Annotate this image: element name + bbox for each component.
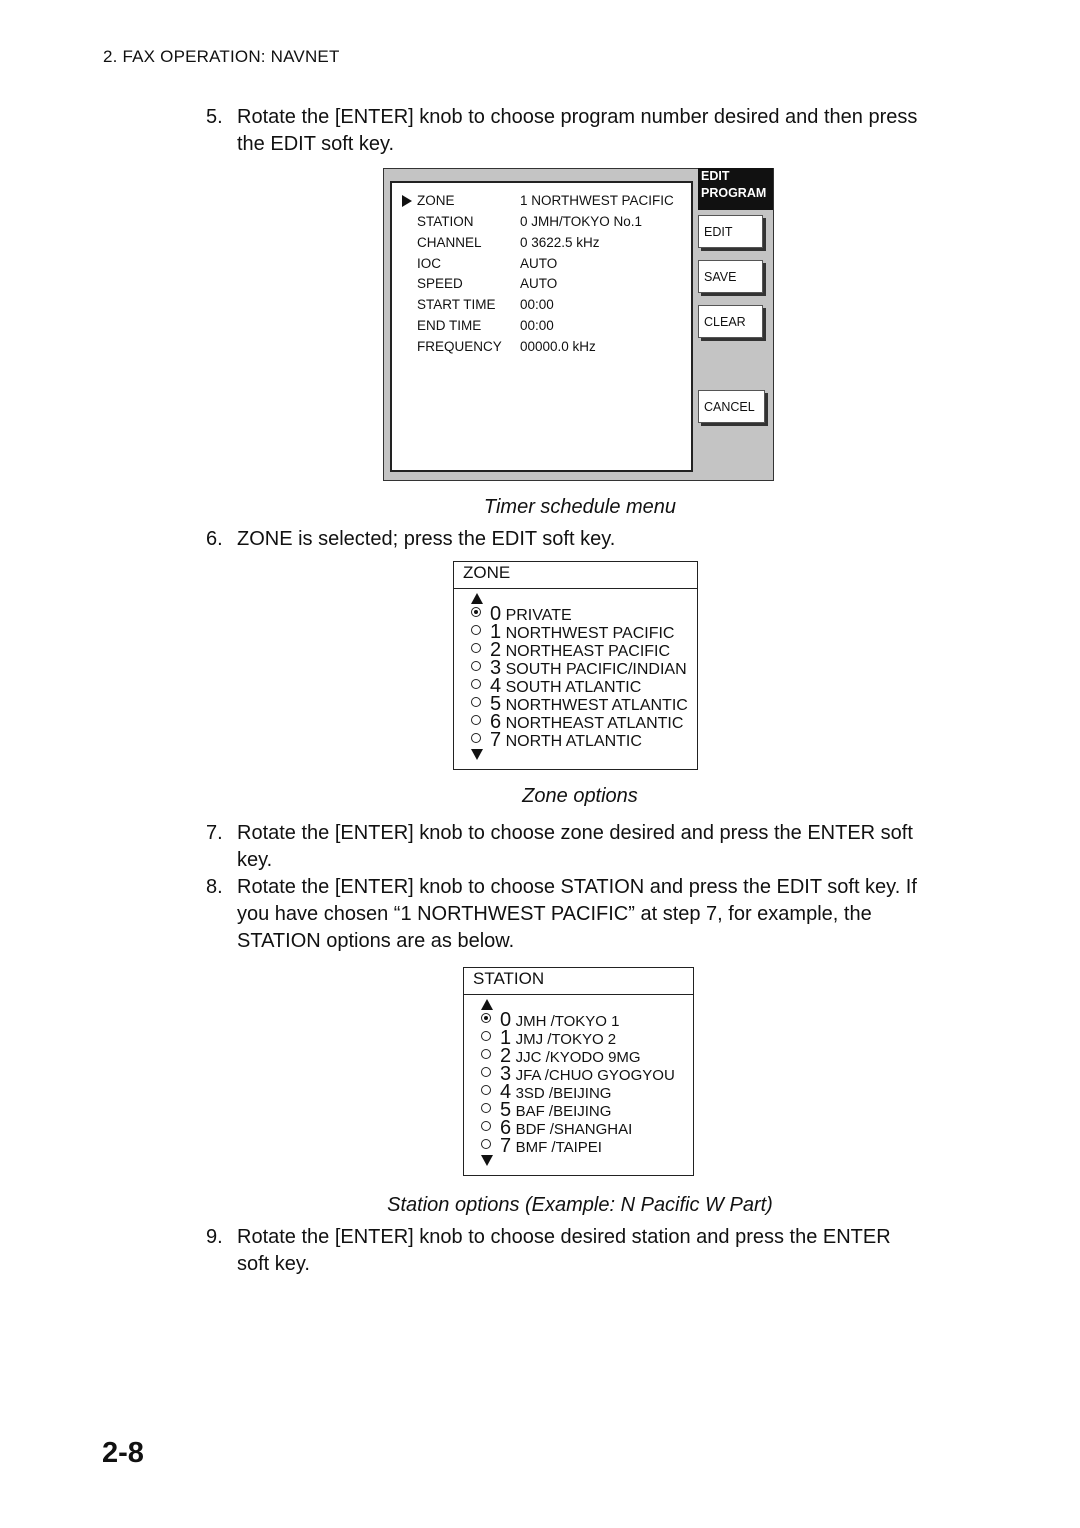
option-label: JFA /CHUO GYOGYOU — [515, 1067, 675, 1084]
option-number: 0 — [490, 603, 502, 625]
zone-option[interactable] — [471, 729, 642, 752]
radio-icon — [471, 625, 481, 635]
option-label: NORTH ATLANTIC — [505, 733, 642, 750]
step-text-line: Rotate the [ENTER] knob to choose desired station and press the ENTER — [237, 1226, 891, 1248]
radio-icon — [471, 643, 481, 653]
option-label: 3SD /BEIJING — [515, 1085, 612, 1102]
selection-arrow-icon — [402, 195, 412, 207]
zone-option-list — [453, 561, 696, 768]
field-value: 00000.0 kHz — [520, 339, 596, 354]
box-title: ZONE — [463, 563, 511, 582]
step-6 — [206, 526, 966, 553]
field-value: 0 3622.5 kHz — [520, 235, 600, 250]
cancel-softkey[interactable]: CANCEL — [698, 390, 765, 423]
option-number: 6 — [500, 1117, 512, 1139]
option-label: SOUTH PACIFIC/INDIAN — [505, 661, 687, 678]
radio-icon — [481, 1067, 491, 1077]
step-number: 7. — [206, 822, 223, 844]
step-text-line: soft key. — [237, 1253, 310, 1275]
field-label: FREQUENCY — [417, 339, 502, 354]
step-number: 9. — [206, 1226, 223, 1248]
option-label: JMH /TOKYO 1 — [515, 1013, 620, 1030]
field-label: START TIME — [417, 297, 496, 312]
page-header: 2. FAX OPERATION: NAVNET — [103, 47, 340, 66]
option-number: 0 — [500, 1009, 512, 1031]
field-label: END TIME — [417, 318, 482, 333]
option-number: 1 — [490, 621, 502, 643]
option-number: 2 — [490, 639, 502, 661]
option-label: JJC /KYODO 9MG — [515, 1049, 641, 1066]
step-7 — [206, 820, 966, 874]
radio-icon — [471, 661, 481, 671]
field-value: 1 NORTHWEST PACIFIC — [520, 193, 674, 208]
step-text-line: Rotate the [ENTER] knob to choose zone desired and press the ENTER soft — [237, 822, 913, 844]
station-option-list — [463, 967, 692, 1174]
option-label: NORTHEAST ATLANTIC — [505, 715, 684, 732]
radio-icon — [471, 679, 481, 689]
option-number: 1 — [500, 1027, 512, 1049]
option-label: PRIVATE — [505, 607, 572, 624]
field-value: AUTO — [520, 276, 558, 291]
step-8 — [206, 874, 966, 955]
field-label: CHANNEL — [417, 235, 482, 250]
step-text-line: you have chosen “1 NORTHWEST PACIFIC” at step 7, for example, the — [237, 903, 872, 925]
option-number: 4 — [490, 675, 502, 697]
radio-icon — [471, 733, 481, 743]
option-number: 2 — [500, 1045, 512, 1067]
radio-icon — [481, 1103, 491, 1113]
edit-softkey[interactable]: EDIT — [698, 215, 763, 248]
box-title: STATION — [473, 969, 545, 988]
radio-icon — [471, 697, 481, 707]
option-number: 3 — [500, 1063, 512, 1085]
field-label: STATION — [417, 214, 474, 229]
step-5 — [206, 104, 966, 158]
radio-icon — [471, 715, 481, 725]
softkey-title-line: EDIT — [701, 169, 730, 183]
figure-caption: Zone options — [522, 785, 638, 807]
step-number: 5. — [206, 106, 223, 128]
step-9 — [206, 1224, 966, 1278]
softkey-title-line: PROGRAM — [701, 186, 767, 200]
radio-icon — [481, 1139, 491, 1149]
page-number: 2-8 — [102, 1437, 144, 1469]
option-label: NORTHEAST PACIFIC — [505, 643, 671, 660]
option-number: 4 — [500, 1081, 512, 1103]
field-label: ZONE — [417, 193, 455, 208]
step-number: 8. — [206, 876, 223, 898]
field-label: SPEED — [417, 276, 463, 291]
step-text-line: STATION options are as below. — [237, 930, 515, 952]
field-value: 00:00 — [520, 297, 554, 312]
option-number: 5 — [500, 1099, 512, 1121]
field-value: AUTO — [520, 256, 558, 271]
radio-selected-icon — [481, 1013, 491, 1023]
step-text-line: ZONE is selected; press the EDIT soft key. — [237, 528, 616, 550]
step-text-line: key. — [237, 849, 273, 871]
option-number: 7 — [500, 1135, 512, 1157]
softkey-menu-title — [698, 168, 773, 210]
field-label: IOC — [417, 256, 442, 271]
option-label: JMJ /TOKYO 2 — [515, 1031, 617, 1048]
clear-softkey[interactable]: CLEAR — [698, 305, 763, 338]
step-text-line: Rotate the [ENTER] knob to choose STATION and press the EDIT soft key. If — [237, 876, 917, 898]
radio-icon — [481, 1049, 491, 1059]
radio-icon — [481, 1121, 491, 1131]
option-label: BDF /SHANGHAI — [515, 1121, 633, 1138]
save-softkey[interactable]: SAVE — [698, 260, 763, 293]
field-value: 0 JMH/TOKYO No.1 — [520, 214, 643, 229]
figure-caption: Station options (Example: N Pacific W Part) — [387, 1194, 773, 1216]
option-label: NORTHWEST PACIFIC — [505, 625, 675, 642]
option-number: 5 — [490, 693, 502, 715]
step-text-line: the EDIT soft key. — [237, 133, 395, 155]
option-label: BMF /TAIPEI — [515, 1139, 602, 1156]
radio-selected-icon — [471, 607, 481, 617]
step-text-line: Rotate the [ENTER] knob to choose program number desired and then press — [237, 106, 918, 128]
radio-icon — [481, 1085, 491, 1095]
option-label: BAF /BEIJING — [515, 1103, 612, 1120]
option-label: NORTHWEST ATLANTIC — [505, 697, 688, 714]
station-option[interactable] — [481, 1135, 602, 1158]
option-number: 6 — [490, 711, 502, 733]
step-number: 6. — [206, 528, 223, 550]
field-value: 00:00 — [520, 318, 554, 333]
option-number: 3 — [490, 657, 502, 679]
option-number: 7 — [490, 729, 502, 751]
radio-icon — [481, 1031, 491, 1041]
figure-caption: Timer schedule menu — [483, 496, 677, 518]
option-label: SOUTH ATLANTIC — [505, 679, 642, 696]
